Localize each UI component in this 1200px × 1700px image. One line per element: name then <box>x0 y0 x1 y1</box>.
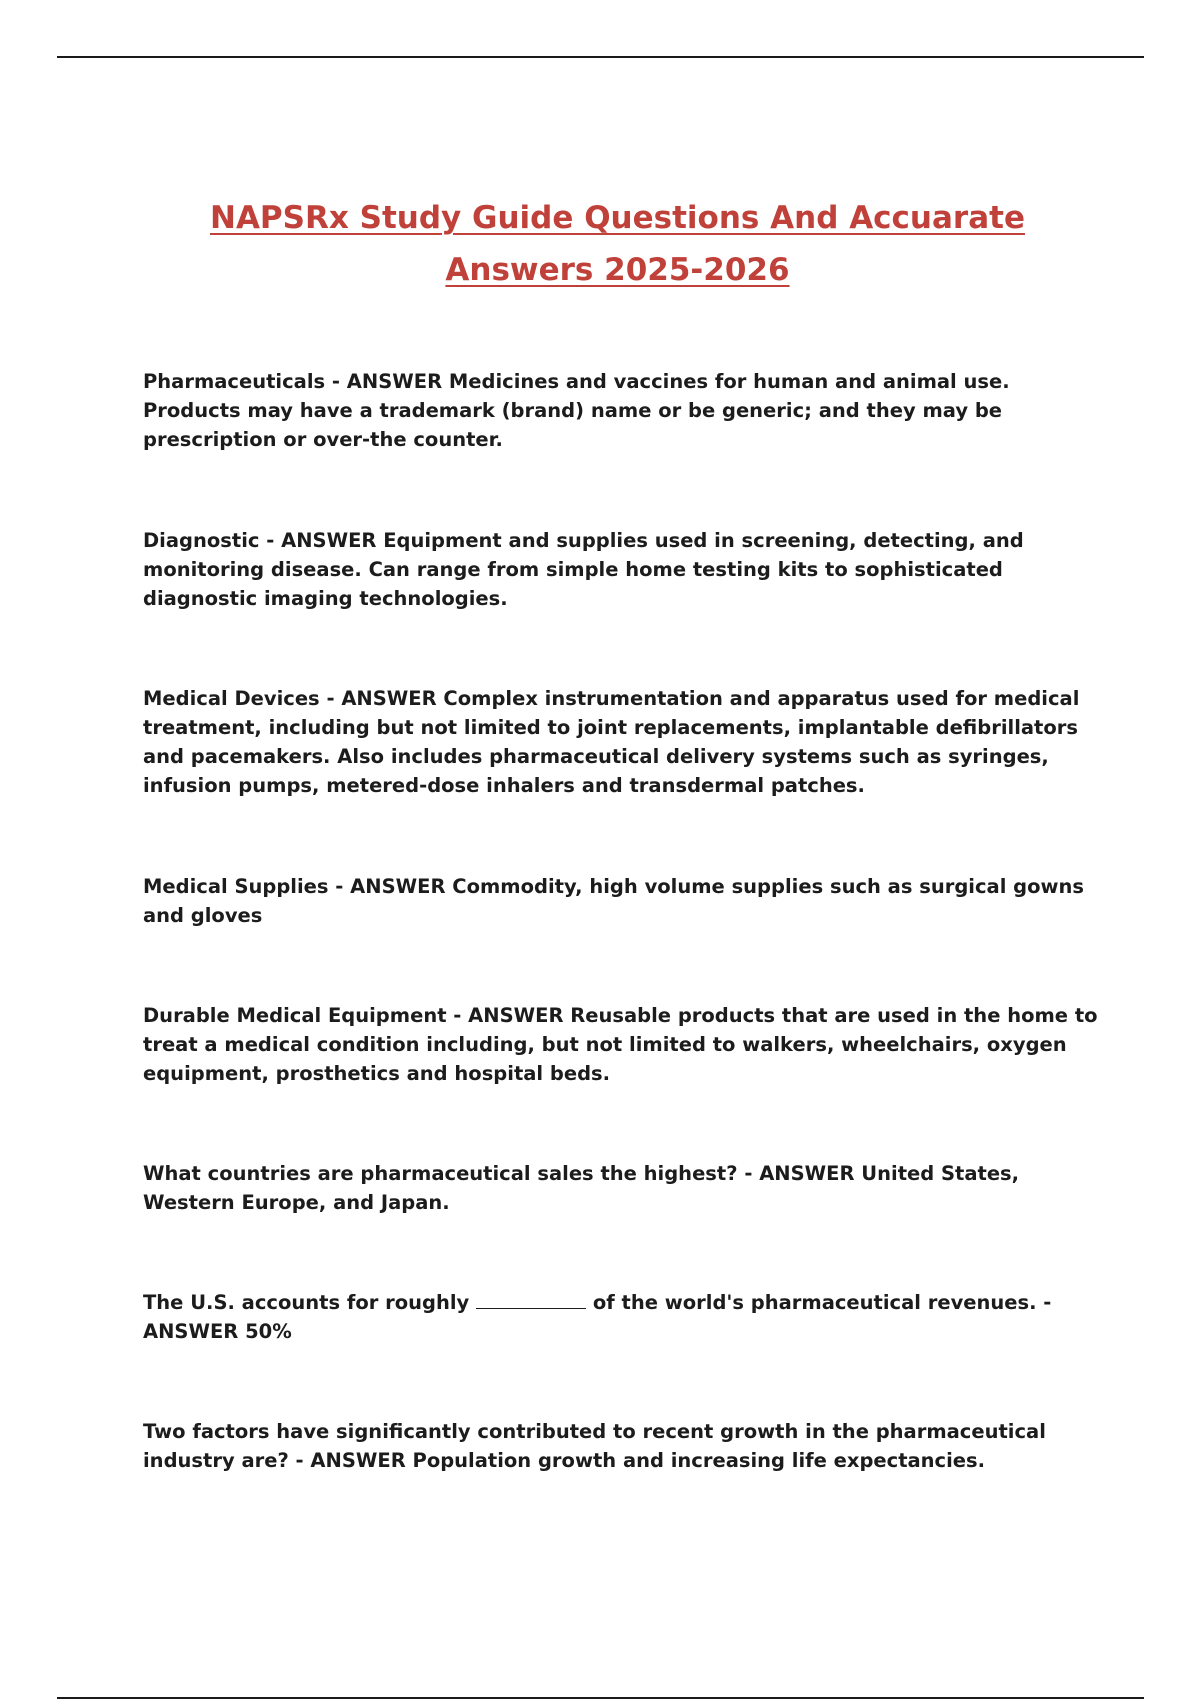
title-line-1: NAPSRx Study Guide Questions And Accuarate <box>210 200 1025 236</box>
qa-item-us-revenue-share <box>143 1288 1103 1346</box>
top-rule <box>57 56 1144 58</box>
qa-item-growth-factors: Two factors have significantly contributed to recent growth in the pharmaceutical industry are? - ANSWER Population growth and increasing life expectancies. <box>143 1420 1046 1472</box>
bottom-rule <box>57 1697 1144 1699</box>
qa-text-after-blank: of the world's pharmaceutical revenues. - ANSWER 50% <box>143 1291 1052 1343</box>
qa-item-pharmaceuticals: Pharmaceuticals - ANSWER Medicines and vaccines for human and animal use. Products may have a trademark (brand) name or be generic; and they may be prescription or over-the counter. <box>143 370 1010 451</box>
qa-item-medical-devices: Medical Devices - ANSWER Complex instrumentation and apparatus used for medical treatment, including but not limited to joint replacements, implantable defibrillators and pacemakers. Also includes pharmaceutical delivery systems such as syringes, infusion pumps, metered-dose inhalers and transdermal patches. <box>143 687 1080 797</box>
qa-item-diagnostic: Diagnostic - ANSWER Equipment and supplies used in screening, detecting, and monitoring disease. Can range from simple home testing kits to sophisticated diagnostic imaging technologies. <box>143 529 1024 610</box>
qa-item-pharma-sales-countries: What countries are pharmaceutical sales the highest? - ANSWER United States, Western Europe, and Japan. <box>143 1162 1020 1214</box>
qa-text-before-blank: The U.S. accounts for roughly <box>143 1291 470 1314</box>
fill-in-blank <box>476 1290 586 1309</box>
title-line-2: Answers 2025-2026 <box>445 252 790 288</box>
qa-item-durable-medical-equipment: Durable Medical Equipment - ANSWER Reusable products that are used in the home to treat a medical condition including, but not limited to walkers, wheelchairs, oxygen equipment, prosthetics and hospital beds. <box>143 1004 1098 1085</box>
document-title <box>150 192 1085 296</box>
qa-item-medical-supplies: Medical Supplies - ANSWER Commodity, high volume supplies such as surgical gowns and gloves <box>143 875 1085 927</box>
